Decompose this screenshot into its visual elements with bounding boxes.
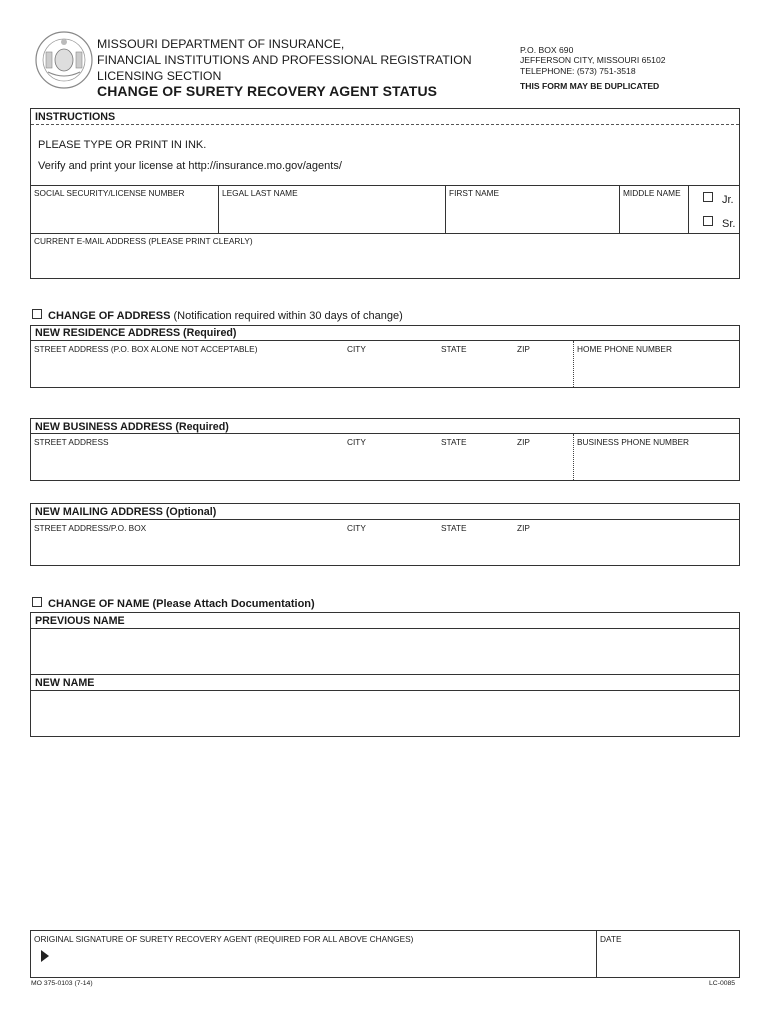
mailing-state-label: STATE (441, 523, 467, 533)
agency-line-2: FINANCIAL INSTITUTIONS AND PROFESSIONAL REGISTRATION (97, 53, 472, 67)
residence-title: NEW RESIDENCE ADDRESS (Required) (35, 327, 237, 339)
divider (619, 185, 620, 233)
divider (31, 690, 739, 691)
divider (573, 341, 574, 387)
duplicate-note: THIS FORM MAY BE DUPLICATED (520, 81, 660, 91)
business-zip-label: ZIP (517, 437, 530, 447)
agency-line-3: LICENSING SECTION (97, 69, 222, 83)
divider (218, 185, 219, 233)
change-of-address-checkbox[interactable] (32, 309, 42, 319)
address-line-3: TELEPHONE: (573) 751-3518 (520, 65, 636, 76)
first-name-label: FIRST NAME (449, 188, 500, 198)
last-name-label: LEGAL LAST NAME (222, 188, 298, 198)
residence-zip-label: ZIP (517, 344, 530, 354)
residence-city-label: CITY (347, 344, 366, 354)
sr-label: Sr. (722, 218, 736, 230)
sr-checkbox[interactable] (703, 216, 713, 226)
divider (31, 433, 739, 434)
sign-here-arrow-icon (41, 950, 49, 962)
divider (31, 185, 739, 186)
divider (31, 519, 739, 520)
residence-street-label: STREET ADDRESS (P.O. BOX ALONE NOT ACCEPTABLE) (34, 344, 258, 354)
agency-name (97, 36, 472, 84)
mailing-zip-label: ZIP (517, 523, 530, 533)
divider (688, 185, 689, 233)
instructions-title: INSTRUCTIONS (35, 111, 116, 123)
signature-label: ORIGINAL SIGNATURE OF SURETY RECOVERY AGENT (REQUIRED FOR ALL ABOVE CHANGES) (34, 934, 414, 944)
ssn-label: SOCIAL SECURITY/LICENSE NUMBER (34, 188, 185, 198)
divider (596, 930, 597, 978)
business-city-label: CITY (347, 437, 366, 447)
business-phone-label: BUSINESS PHONE NUMBER (577, 437, 690, 447)
mailing-street-label: STREET ADDRESS/P.O. BOX (34, 523, 147, 533)
date-label: DATE (600, 934, 622, 944)
previous-name-label: PREVIOUS NAME (35, 615, 125, 627)
agency-address (520, 45, 666, 76)
change-of-address-heading (48, 310, 403, 323)
new-name-label: NEW NAME (35, 677, 95, 689)
residence-state-label: STATE (441, 344, 467, 354)
change-of-name-title: CHANGE OF NAME (Please Attach Documentation) (48, 598, 315, 610)
email-label: CURRENT E-MAIL ADDRESS (PLEASE PRINT CLEARLY) (34, 236, 253, 246)
divider (31, 233, 739, 234)
divider (31, 628, 739, 629)
middle-name-label: MIDDLE NAME (623, 188, 681, 198)
business-street-label: STREET ADDRESS (34, 437, 109, 447)
address-line-2: JEFFERSON CITY, MISSOURI 65102 (520, 55, 666, 66)
change-of-address-title: CHANGE OF ADDRESS (48, 310, 171, 322)
instructions-line-2: Verify and print your license at http://insurance.mo.gov/agents/ (38, 160, 342, 172)
divider (445, 185, 446, 233)
agency-line-1: MISSOURI DEPARTMENT OF INSURANCE, (97, 37, 345, 51)
business-state-label: STATE (441, 437, 467, 447)
form-title: CHANGE OF SURETY RECOVERY AGENT STATUS (97, 83, 438, 99)
business-title: NEW BUSINESS ADDRESS (Required) (35, 421, 229, 433)
home-phone-label: HOME PHONE NUMBER (577, 344, 672, 354)
state-seal-icon (34, 30, 94, 90)
change-of-name-checkbox[interactable] (32, 597, 42, 607)
instructions-line-1: PLEASE TYPE OR PRINT IN INK. (38, 139, 207, 151)
divider (31, 674, 739, 675)
change-of-name-heading (48, 598, 315, 611)
divider (31, 124, 739, 125)
form-number: MO 375-0103 (7-14) (31, 980, 93, 987)
mailing-title: NEW MAILING ADDRESS (Optional) (35, 506, 217, 518)
address-line-1: P.O. BOX 690 (520, 45, 574, 55)
form-code: LC-0085 (709, 980, 736, 987)
divider (31, 340, 739, 341)
mailing-city-label: CITY (347, 523, 366, 533)
divider (573, 434, 574, 480)
change-of-address-note: (Notification required within 30 days of change) (173, 310, 403, 322)
jr-label: Jr. (722, 194, 734, 206)
jr-checkbox[interactable] (703, 192, 713, 202)
